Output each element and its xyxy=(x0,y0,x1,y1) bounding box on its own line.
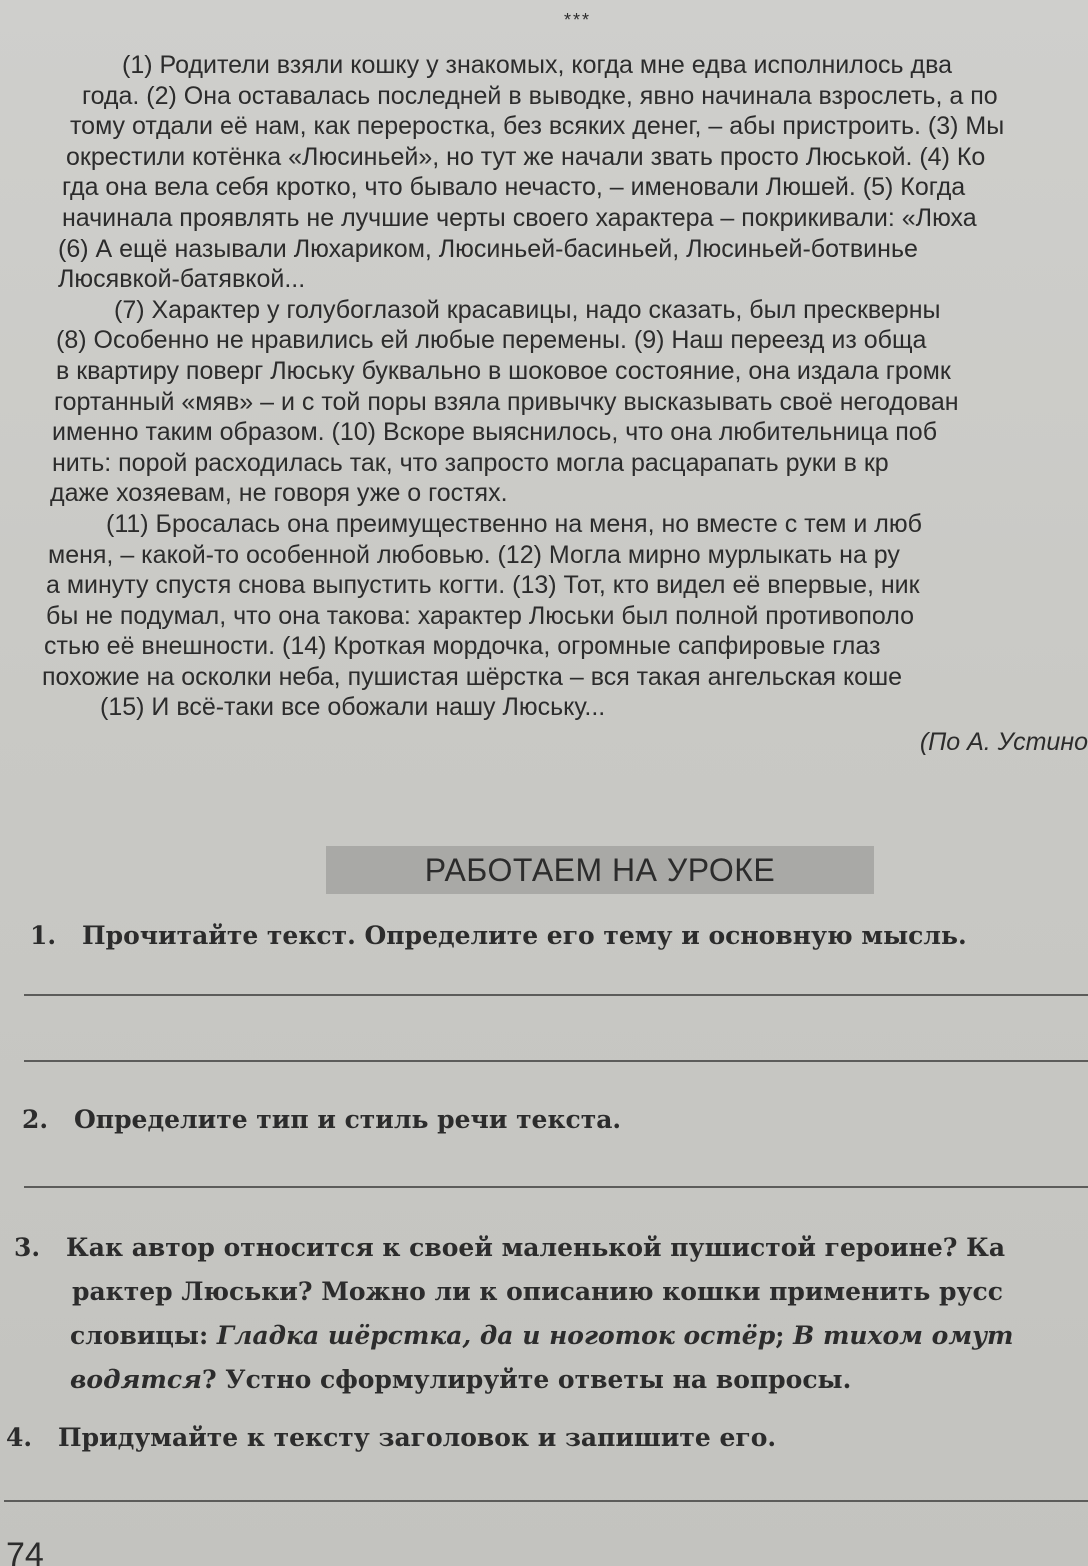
task-number: 1. xyxy=(30,921,57,950)
text-line: (8) Особенно не нравились ей любые перемены. (9) Наш переезд из обща xyxy=(56,326,927,355)
reading-text xyxy=(40,50,1088,758)
answer-line[interactable] xyxy=(24,1060,1088,1062)
proverb-2-end: водятся xyxy=(70,1365,202,1394)
text-line: похожие на осколки неба, пушистая шёрстка – вся такая ангельская коше xyxy=(42,662,903,691)
text-line: (1) Родители взяли кошку у знакомых, когда мне едва исполнилось два xyxy=(122,51,952,79)
task-text-line: ? Устно сформулируйте ответы на вопросы. xyxy=(201,1365,852,1394)
section-separator-stars: *** xyxy=(564,10,592,30)
text-line: именно таким образом. (10) Вскоре выяснилось, что она любительница поб xyxy=(52,418,938,447)
text-line: гортанный «мяв» – и с той поры взяла привычку высказывать своё негодован xyxy=(54,387,959,416)
task-3 xyxy=(14,1226,1014,1402)
answer-line[interactable] xyxy=(4,1500,1088,1502)
task-1 xyxy=(30,914,967,958)
text-line: (15) И всё-таки все обожали нашу Люську... xyxy=(100,693,606,722)
task-number: 4. xyxy=(6,1423,33,1452)
text-line: года. (2) Она оставалась последней в выводке, явно начинала взрослеть, а по xyxy=(82,81,998,110)
text-line: тому отдали её нам, как переростка, без всяких денег, – абы пристроить. (3) Мы xyxy=(70,112,1005,141)
text-line: (11) Бросалась она преимущественно на меня, но вместе с тем и люб xyxy=(106,509,922,538)
task-text-separator: ; xyxy=(775,1321,794,1350)
text-line: даже хозяевам, не говоря уже о гостях. xyxy=(50,479,508,508)
section-title: РАБОТАЕМ НА УРОКЕ xyxy=(424,851,776,888)
answer-line[interactable] xyxy=(24,994,1088,996)
task-text-line: Как автор относится к своей маленькой пушистой героине? Ка xyxy=(66,1233,1006,1262)
text-line: (6) А ещё называли Люхариком, Люсиньей-басиньей, Люсиньей-ботвинье xyxy=(58,234,918,263)
page-number: 74 xyxy=(6,1536,44,1566)
text-line: стью её внешности. (14) Кроткая мордочка, огромные сапфировые глаз xyxy=(44,632,881,661)
task-text-line: рактер Люськи? Можно ли к описанию кошки применить русс xyxy=(72,1277,1003,1306)
text-line: нить: порой расходилась так, что запросто могла расцарапать руки в кр xyxy=(52,448,889,477)
text-line: меня, – какой-то особенной любовью. (12) Могла мирно мурлыкать на ру xyxy=(48,540,900,569)
task-text: Прочитайте текст. Определите его тему и основную мысль. xyxy=(82,921,967,950)
task-text: Придумайте к тексту заголовок и запишите его. xyxy=(58,1423,777,1452)
text-line: (7) Характер у голубоглазой красавицы, надо сказать, был прескверны xyxy=(114,295,941,324)
text-line: бы не подумал, что она такова: характер Люськи был полной противополо xyxy=(46,601,915,630)
task-text-line: словицы: xyxy=(70,1321,217,1350)
section-header xyxy=(326,846,874,894)
text-line: окрестили котёнка «Люсиньей», но тут же начали звать просто Люськой. (4) Ко xyxy=(66,142,986,171)
task-number: 2. xyxy=(22,1105,49,1134)
proverb-1: Гладка шёрстка, да и ноготок остёр xyxy=(216,1321,776,1350)
text-line: а минуту спустя снова выпустить когти. (13) Тот, кто видел её впервые, ник xyxy=(46,571,920,600)
text-author: (По А. Устино xyxy=(919,728,1088,757)
proverb-2: В тихом омут xyxy=(793,1321,1014,1350)
task-number: 3. xyxy=(14,1233,41,1262)
text-line: Люсявкой-батявкой... xyxy=(58,265,306,294)
task-text: Определите тип и стиль речи текста. xyxy=(74,1105,622,1134)
task-2 xyxy=(22,1098,621,1142)
text-line: в квартиру поверг Люську буквально в шоковое состояние, она издала громк xyxy=(56,356,951,385)
answer-line[interactable] xyxy=(24,1186,1088,1188)
task-4 xyxy=(6,1416,776,1460)
text-line: гда она вела себя кротко, что бывало нечасто, – именовали Люшей. (5) Когда xyxy=(62,173,966,202)
text-line: начинала проявлять не лучшие черты своего характера – покрикивали: «Люха xyxy=(62,203,977,232)
